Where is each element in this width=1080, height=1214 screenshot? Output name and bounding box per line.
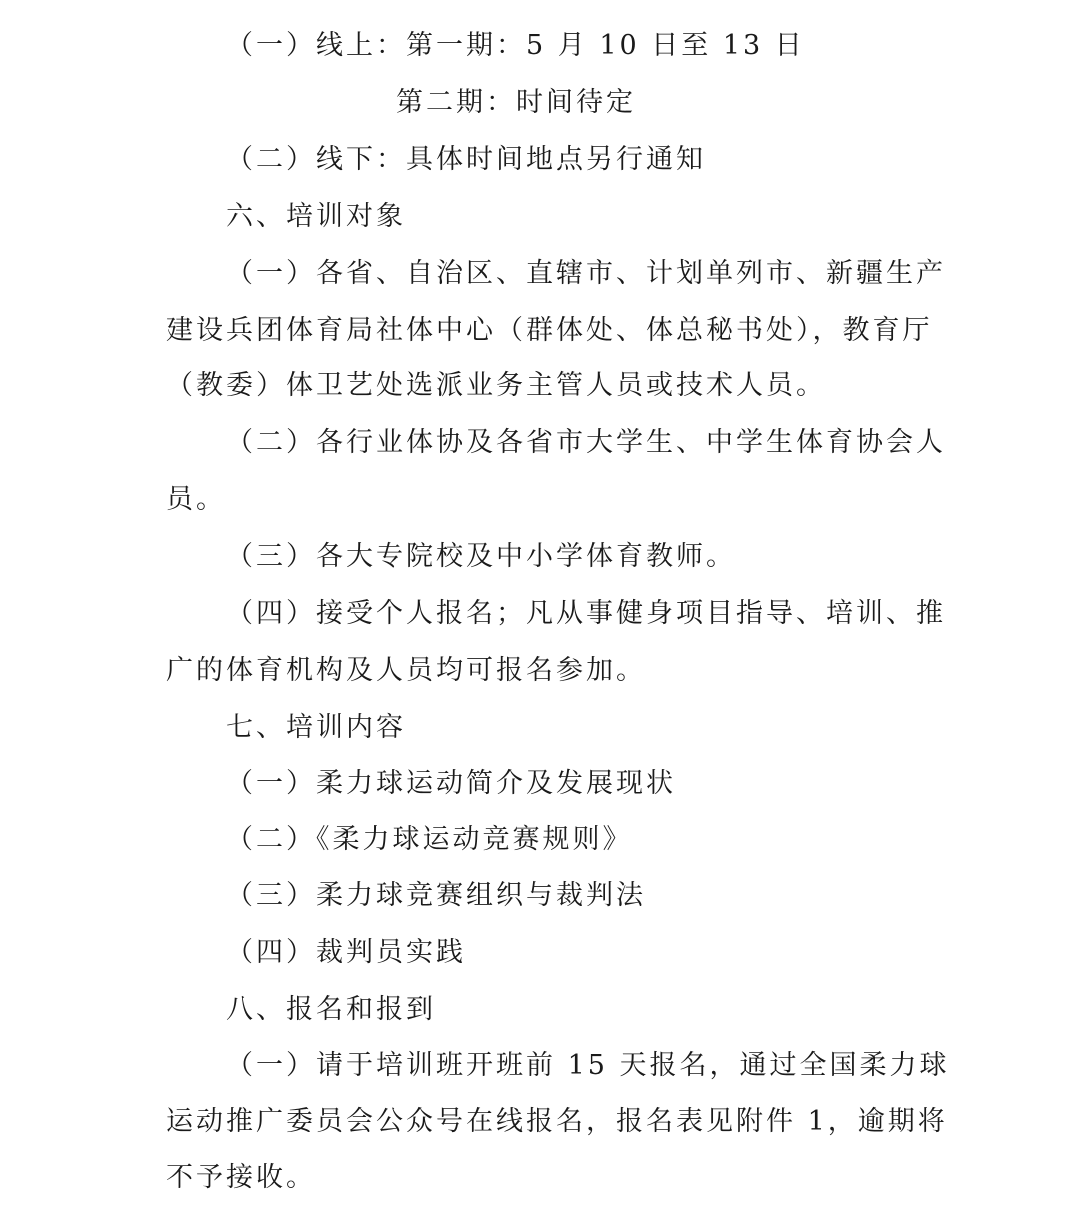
schedule-online-second: 第二期：时间待定 [396,87,636,118]
section8-heading: 八、报名和报到 [226,994,436,1025]
section6-item4-line1: （四）接受个人报名；凡从事健身项目指导、培训、推 [226,598,946,629]
section7-item3: （三）柔力球竞赛组织与裁判法 [226,880,646,911]
section7-item1: （一）柔力球运动简介及发展现状 [226,768,676,799]
schedule-offline: （二）线下：具体时间地点另行通知 [226,144,706,175]
section6-item2-line1: （二）各行业体协及各省市大学生、中学生体育协会人 [226,427,946,458]
section7-item2: （二）《柔力球运动竞赛规则》 [226,824,633,855]
section8-item1-line2: 运动推广委员会公众号在线报名，报名表见附件 1，逾期将 [166,1106,948,1137]
section7-heading: 七、培训内容 [226,712,406,743]
section6-item1-line2: 建设兵团体育局社体中心（群体处、体总秘书处），教育厅 [166,315,933,346]
section7-item4: （四）裁判员实践 [226,937,466,968]
section6-item1-line3: （教委）体卫艺处选派业务主管人员或技术人员。 [166,370,826,401]
section6-item4-line2: 广的体育机构及人员均可报名参加。 [166,655,646,686]
section6-item2-line2: 员。 [166,484,226,515]
section8-item1-line1: （一）请于培训班开班前 15 天报名，通过全国柔力球 [226,1050,950,1081]
schedule-online: （一）线上：第一期：5 月 10 日至 13 日 [226,30,805,61]
section8-item1-line3: 不予接收。 [166,1162,316,1193]
section6-item1-line1: （一）各省、自治区、直辖市、计划单列市、新疆生产 [226,258,946,289]
section6-heading: 六、培训对象 [226,201,406,232]
section6-item3: （三）各大专院校及中小学体育教师。 [226,541,736,572]
